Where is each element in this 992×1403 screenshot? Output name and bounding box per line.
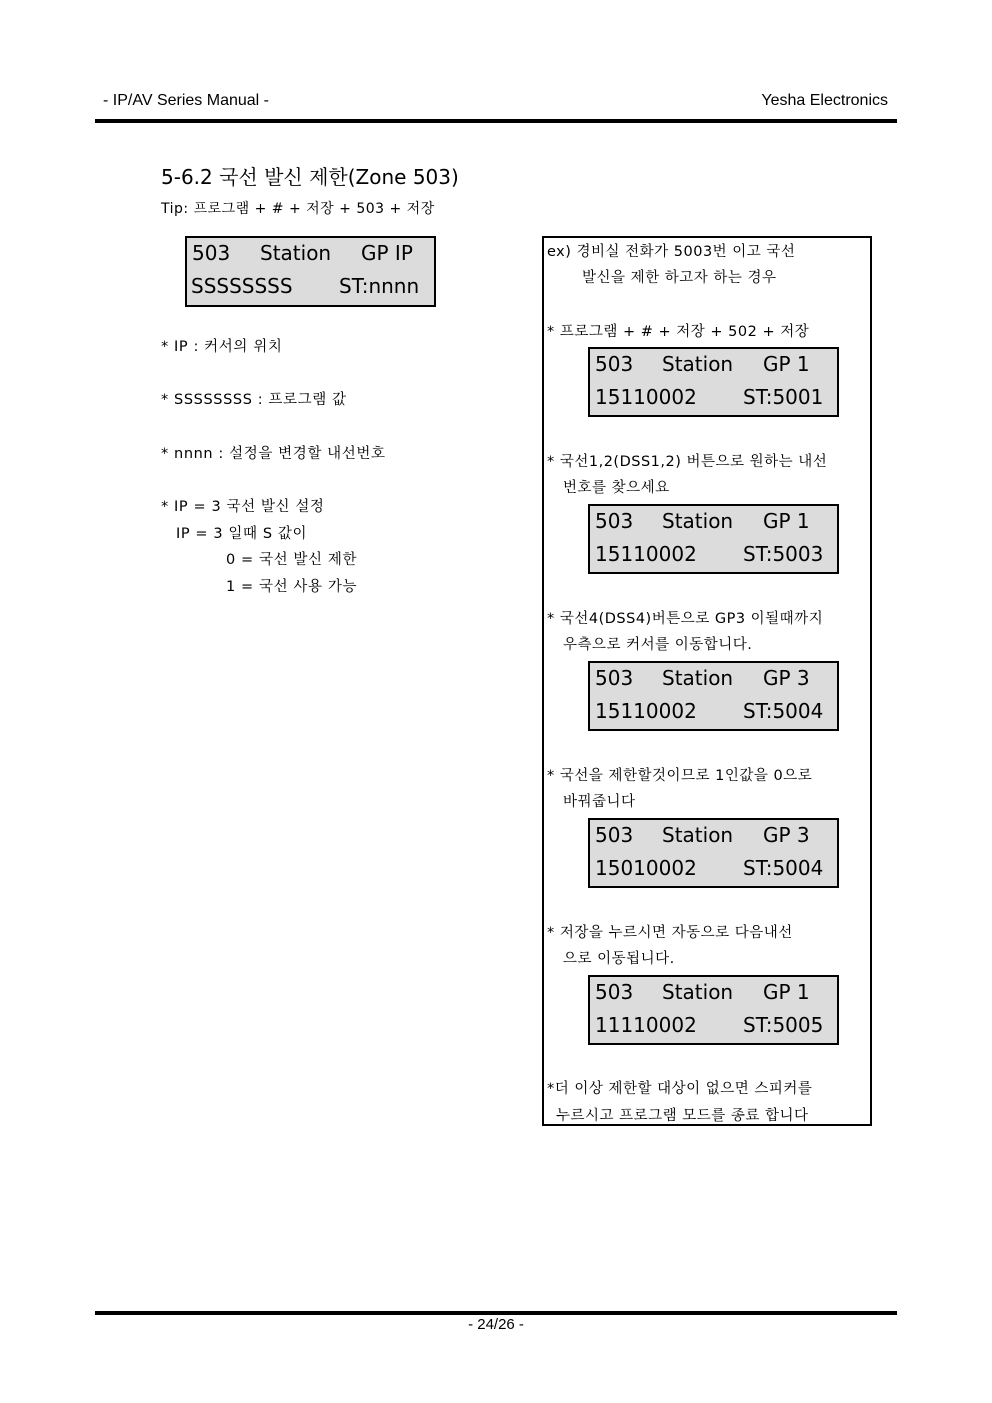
lcd-gp: GP 3 bbox=[763, 823, 810, 847]
lcd-zone: 503 bbox=[595, 666, 634, 690]
lcd-label: Station bbox=[662, 980, 734, 1004]
lcd-display-step-2 bbox=[588, 504, 839, 574]
footer-rule bbox=[95, 1311, 897, 1315]
header-rule bbox=[95, 119, 897, 123]
step-3-text-2: 우측으로 커서를 이동합니다. bbox=[563, 637, 753, 653]
note-nnnn: * nnnn : 설정을 변경할 내선번호 bbox=[161, 446, 386, 462]
lcd-label: Station bbox=[662, 823, 734, 847]
note-ip: * IP : 커서의 위치 bbox=[161, 339, 283, 355]
lcd-display-main bbox=[185, 236, 436, 307]
example-intro-2: 발신을 제한 하고자 하는 경우 bbox=[582, 270, 777, 286]
lcd-station: ST:5004 bbox=[743, 699, 824, 723]
lcd-label: Station bbox=[662, 509, 734, 533]
example-intro-1: ex) 경비실 전화가 5003번 이고 국선 bbox=[547, 244, 796, 260]
lcd-display-step-5 bbox=[588, 975, 839, 1045]
lcd-label: Station bbox=[260, 241, 332, 265]
lcd-zone: 503 bbox=[595, 509, 634, 533]
section-title: 5-6.2 국선 발신 제한(Zone 503) bbox=[161, 165, 459, 189]
lcd-display-step-3 bbox=[588, 661, 839, 731]
lcd-gp: GP 3 bbox=[763, 666, 810, 690]
tip-text: Tip: 프로그램 + # + 저장 + 503 + 저장 bbox=[161, 201, 435, 217]
lcd-display-step-4 bbox=[588, 818, 839, 888]
step-4-text-1: * 국선을 제한할것이므로 1인값을 0으로 bbox=[547, 768, 813, 784]
step-2-text-1: * 국선1,2(DSS1,2) 버튼으로 원하는 내선 bbox=[547, 454, 828, 470]
lcd-value: 15110002 bbox=[595, 385, 697, 409]
lcd-gp: GP 1 bbox=[763, 352, 810, 376]
step-1-text: * 프로그램 + # + 저장 + 502 + 저장 bbox=[547, 324, 810, 340]
lcd-station: ST:nnnn bbox=[339, 274, 420, 298]
step-2-text-2: 번호를 찾으세요 bbox=[563, 480, 670, 496]
step-4-text-2: 바꿔줍니다 bbox=[563, 794, 636, 810]
header-left: - IP/AV Series Manual - bbox=[103, 92, 269, 109]
lcd-gp: GP 1 bbox=[763, 980, 810, 1004]
example-outro-1: *더 이상 제한할 대상이 없으면 스피커를 bbox=[547, 1081, 813, 1097]
header-right: Yesha Electronics bbox=[761, 92, 888, 109]
note-sssss: * SSSSSSSS : 프로그램 값 bbox=[161, 392, 347, 408]
lcd-label: Station bbox=[662, 666, 734, 690]
note-value-1: 1 = 국선 사용 가능 bbox=[226, 579, 358, 595]
note-ip3: * IP = 3 국선 발신 설정 bbox=[161, 499, 325, 515]
step-5-text-1: * 저장을 누르시면 자동으로 다음내선 bbox=[547, 925, 793, 941]
step-5-text-2: 으로 이동됩니다. bbox=[563, 951, 675, 967]
lcd-station: ST:5005 bbox=[743, 1013, 824, 1037]
lcd-display-step-1 bbox=[588, 347, 839, 417]
lcd-label: Station bbox=[662, 352, 734, 376]
step-3-text-1: * 국선4(DSS4)버튼으로 GP3 이될때까지 bbox=[547, 611, 824, 627]
note-ip3-s: IP = 3 일때 S 값이 bbox=[176, 526, 308, 542]
lcd-zone: 503 bbox=[192, 241, 231, 265]
note-value-0: 0 = 국선 발신 제한 bbox=[226, 552, 358, 568]
lcd-station: ST:5003 bbox=[743, 542, 824, 566]
lcd-gp: GP 1 bbox=[763, 509, 810, 533]
page-number: - 24/26 - bbox=[468, 1316, 524, 1333]
lcd-value: 15110002 bbox=[595, 699, 697, 723]
lcd-value: 11110002 bbox=[595, 1013, 697, 1037]
lcd-value: 15010002 bbox=[595, 856, 697, 880]
lcd-zone: 503 bbox=[595, 980, 634, 1004]
lcd-value: 15110002 bbox=[595, 542, 697, 566]
lcd-station: ST:5004 bbox=[743, 856, 824, 880]
example-outro-2: 누르시고 프로그램 모드를 종료 합니다 bbox=[556, 1108, 809, 1124]
lcd-zone: 503 bbox=[595, 352, 634, 376]
lcd-value: SSSSSSSS bbox=[191, 274, 293, 298]
lcd-gp: GP IP bbox=[361, 241, 413, 265]
lcd-station: ST:5001 bbox=[743, 385, 824, 409]
lcd-zone: 503 bbox=[595, 823, 634, 847]
